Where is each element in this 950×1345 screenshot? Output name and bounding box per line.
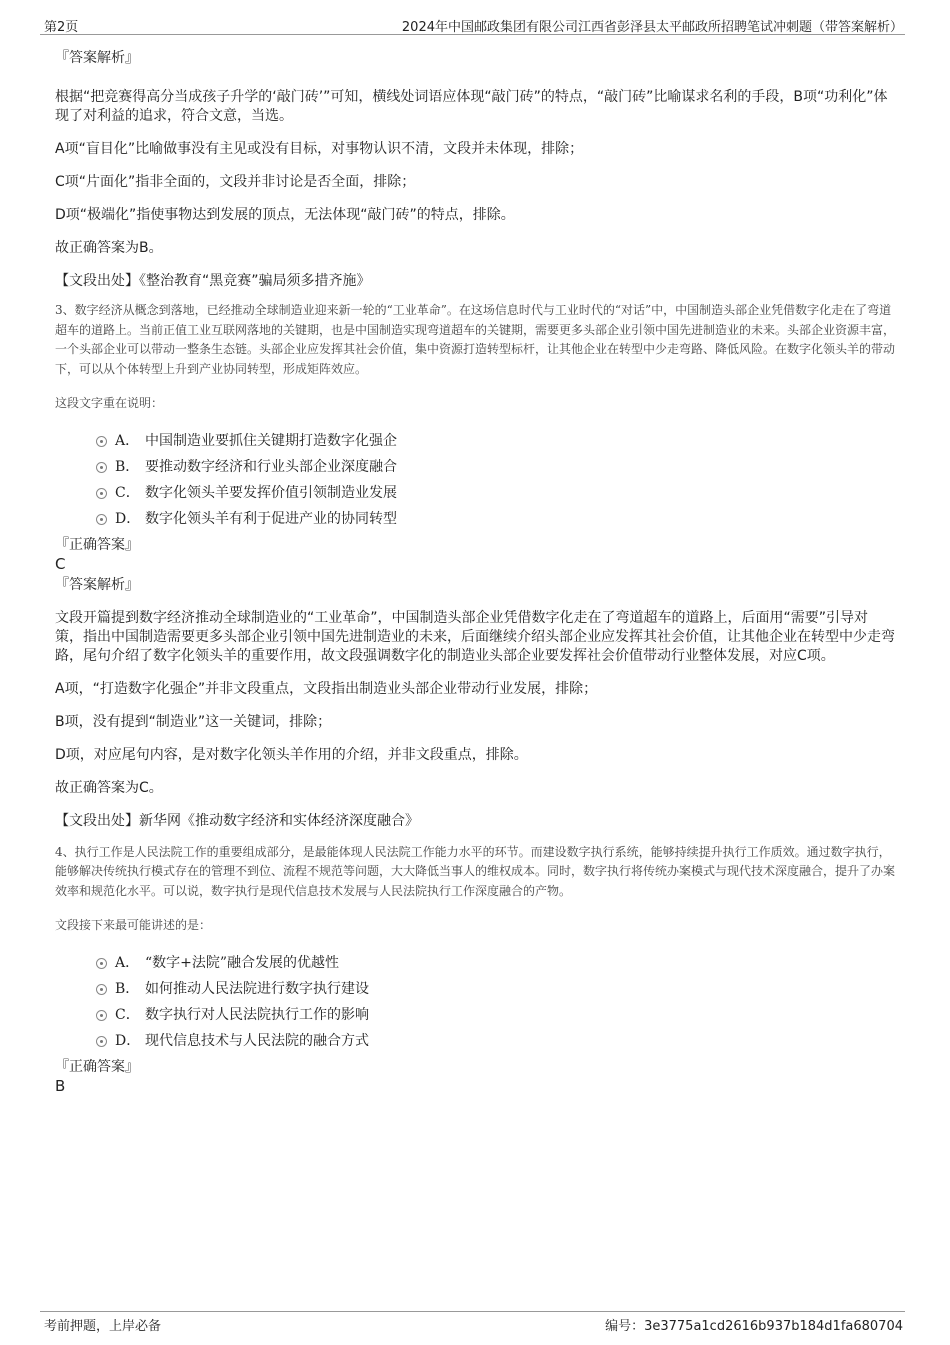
- analysis-option-a: A项“盲目化”比喻做事没有主见或没有目标，对事物认识不清，文段并未体现，排除；: [55, 141, 584, 157]
- analysis-option-d: D项“极端化”指使事物达到发展的顶点，无法体现“敲门砖”的特点，排除。: [55, 207, 515, 223]
- question-4-options: [55, 949, 895, 1053]
- option-b[interactable]: B． 如何推动人民法院进行数字执行建设: [55, 975, 895, 1001]
- question-3-prompt: 这段文字重在说明：: [55, 396, 164, 410]
- question-3-stem: 3、数字经济从概念到落地，已经推动全球制造业迎来新一轮的“工业革命”。在这场信息时代与工业时代的“对话”中，中国制造头部企业凭借数字化走在了弯道超车的道路上。当前正值工业互联网落地的关键期，也是中国制造实现弯道超车的关键期，需要更多头部企业引领中国先进制造业的未来。头部企业资源丰富，一个头部企业可以带动一整条生态链。头部企业应发挥其社会价值，集中资源打造转型标杆，让其他企业在转型中少走弯路、降低风险。在数字化领头羊的带动下，可以从个体转型上升到产业协同转型，形成矩阵效应。: [55, 303, 896, 376]
- radio-icon[interactable]: [96, 1010, 107, 1021]
- option-d[interactable]: D． 数字化领头羊有利于促进产业的协同转型: [55, 505, 895, 531]
- analysis-option-a: A项，“打造数字化强企”并非文段重点，文段指出制造业头部企业带动行业发展，排除；: [55, 680, 598, 697]
- correct-answer-label: 『正确答案』: [55, 536, 139, 553]
- analysis-option-b: B项，没有提到“制造业”这一关键词，排除；: [55, 713, 332, 730]
- option-c[interactable]: C． 数字化领头羊要发挥价值引领制造业发展: [55, 479, 895, 505]
- correct-answer: B: [55, 1076, 66, 1095]
- analysis-paragraph: 文段开篇提到数字经济推动全球制造业的“工业革命”，中国制造头部企业凭借数字化走在了弯道超车的道路上，后面用“需要”引导对策，指出中国制造需要更多头部企业引领中国先进制造业的未来，后面继续介绍头部企业应发挥其社会价值，让其他企业在转型中少走弯路，尾句介绍了数字化领头羊的重要作用，故文段强调数字化的制造业头部企业要发挥社会价值带动行业整体发展，对应C项。: [55, 609, 895, 664]
- document-title: 2024年中国邮政集团有限公司江西省彭泽县太平邮政所招聘笔试冲刺题（带答案解析）: [401, 20, 903, 35]
- page-footer: [40, 1311, 905, 1334]
- correct-answer-label: 『正确答案』: [55, 1058, 139, 1075]
- option-a[interactable]: A． 中国制造业要抓住关键期打造数字化强企: [55, 427, 895, 453]
- option-a[interactable]: A． “数字+法院”融合发展的优越性: [55, 949, 895, 975]
- radio-icon[interactable]: [96, 462, 107, 473]
- document-id: 编号：3e3775a1cd2616b937b184d1fa680704: [605, 1319, 903, 1334]
- analysis-conclusion: 故正确答案为B。: [55, 240, 163, 256]
- analysis-label: 『答案解析』: [55, 576, 139, 593]
- correct-answer: C: [55, 554, 66, 573]
- option-d[interactable]: D． 现代信息技术与人民法院的融合方式: [55, 1027, 895, 1053]
- source-citation: 【文段出处】新华网《推动数字经济和实体经济深度融合》: [55, 812, 419, 829]
- page-content: [55, 40, 895, 1095]
- analysis-option-d: D项，对应尾句内容，是对数字化领头羊作用的介绍，并非文段重点，排除。: [55, 746, 528, 763]
- footer-slogan: 考前押题，上岸必备: [44, 1319, 162, 1334]
- source-citation: 【文段出处】《整治教育“黑竞赛”骗局须多措齐施》: [55, 273, 371, 289]
- radio-icon[interactable]: [96, 514, 107, 525]
- question-4-stem: 4、执行工作是人民法院工作的重要组成部分，是最能体现人民法院工作能力水平的环节。而建设数字执行系统，能够持续提升执行工作质效。通过数字执行，能够解决传统执行模式存在的管理不到位、流程不规范等问题，大大降低当事人的维权成本。同时，数字执行将传统办案模式与现代技术深度融合，提升了办案效率和规范化水平。可以说，数字执行是现代信息技术发展与人民法院执行工作深度融合的产物。: [55, 844, 896, 898]
- radio-icon[interactable]: [96, 984, 107, 995]
- radio-icon[interactable]: [96, 488, 107, 499]
- question-3-options: [55, 427, 895, 531]
- page-header: [40, 14, 905, 35]
- analysis-label: 『答案解析』: [55, 50, 139, 66]
- radio-icon[interactable]: [96, 436, 107, 447]
- option-b[interactable]: B． 要推动数字经济和行业头部企业深度融合: [55, 453, 895, 479]
- analysis-paragraph: 根据“把竞赛得高分当成孩子升学的‘敲门砖’”可知，横线处词语应体现“敲门砖”的特点，“敲门砖”比喻谋求名利的手段，B项“功利化”体现了对利益的追求，符合文意，当选。: [55, 89, 888, 124]
- question-4-prompt: 文段接下来最可能讲述的是：: [55, 918, 212, 932]
- analysis-conclusion: 故正确答案为C。: [55, 779, 163, 796]
- page-number: 第2页: [44, 20, 79, 35]
- radio-icon[interactable]: [96, 958, 107, 969]
- analysis-option-c: C项“片面化”指非全面的，文段并非讨论是否全面，排除；: [55, 174, 416, 190]
- option-c[interactable]: C． 数字执行对人民法院执行工作的影响: [55, 1001, 895, 1027]
- radio-icon[interactable]: [96, 1036, 107, 1047]
